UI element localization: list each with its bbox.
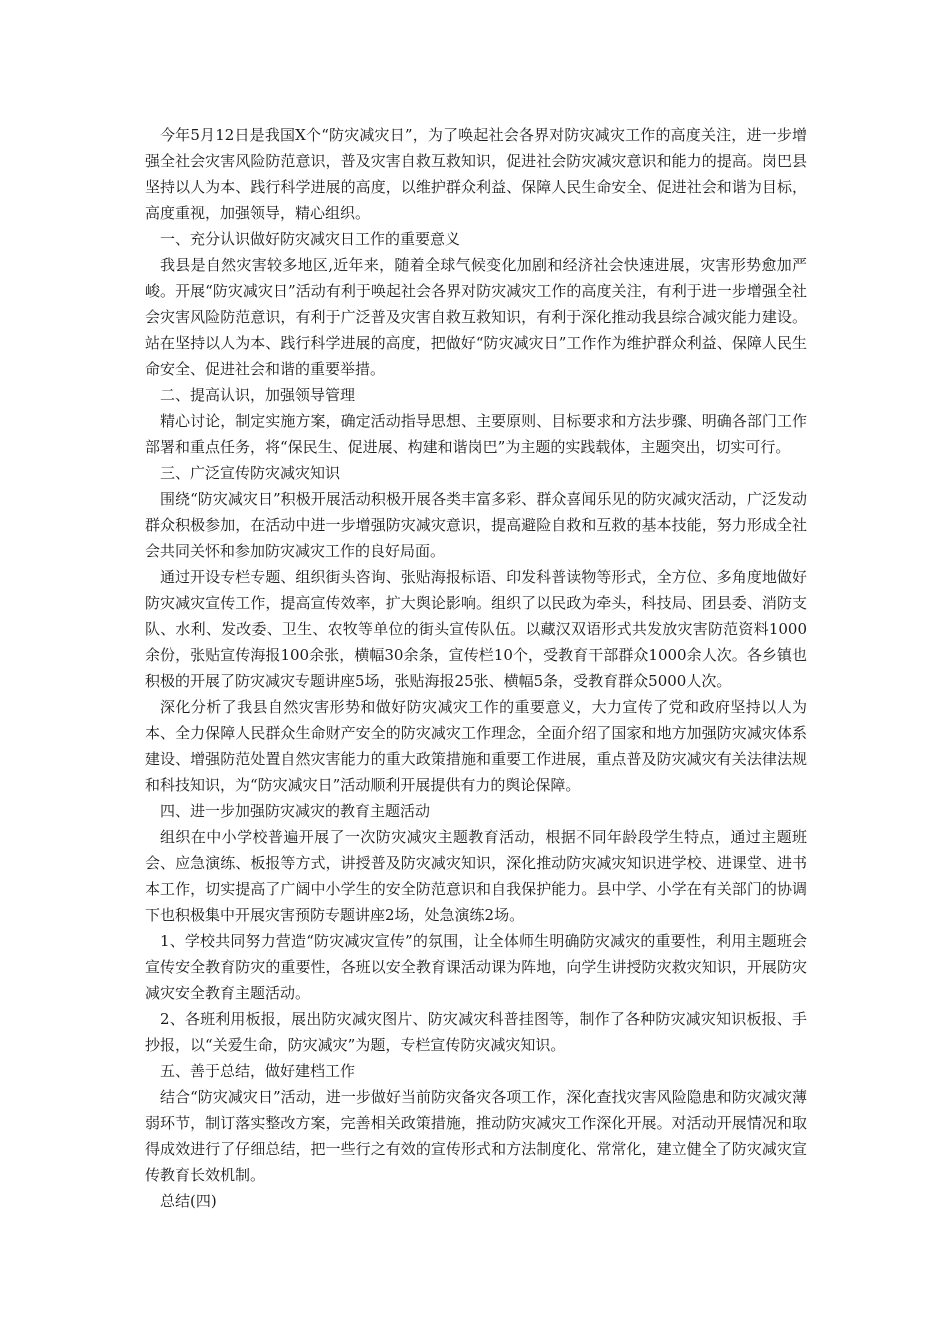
intro-paragraph: 今年5月12日是我国X个“防灾减灾日”，为了唤起社会各界对防灾减灾工作的高度关注，进一步增强全社会灾害风险防范意识，普及灾害自救互救知识，促进社会防灾减灾意识和能力的提高。岗巴县坚持以人为本、践行科学进展的高度，以维护群众利益、保障人民生命安全、促进社会和谐为目标，高度重视，加强领导，精心组织。 [145, 126, 807, 222]
summary-label: 总结(四) [160, 1192, 217, 1210]
section-heading-1: 一、充分认识做好防灾减灾日工作的重要意义 [160, 230, 461, 248]
paragraph: 通过开设专栏专题、组织街头咨询、张贴海报标语、印发科普读物等形式，全方位、多角度地做好防灾减灾宣传工作，提高宣传效率，扩大舆论影响。组织了以民政为牵头，科技局、团县委、消防支队、水利、发改委、卫生、农牧等单位的街头宣传队伍。以藏汉双语形式共发放灾害防范资料1000余份，张贴宣传海报100余张，横幅30余条，宣传栏10个，受教育干部群众1000余人次。各乡镇也积极的开展了防灾减灾专题讲座5场，张贴海报25张、横幅5条，受教育群众5000人次。 [145, 568, 807, 690]
paragraph: 围绕“防灾减灾日”积极开展活动积极开展各类丰富多彩、群众喜闻乐见的防灾减灾活动，广泛发动群众积极参加，在活动中进一步增强防灾减灾意识，提高避险自救和互救的基本技能，努力形成全社会共同关怀和参加防灾减灾工作的良好局面。 [145, 490, 807, 560]
section-heading-2: 二、提高认识，加强领导管理 [160, 386, 356, 404]
section-heading-4: 四、进一步加强防灾减灾的教育主题活动 [160, 802, 431, 820]
document-body [145, 122, 807, 1214]
paragraph: 我县是自然灾害较多地区,近年来，随着全球气候变化加剧和经济社会快速进展，灾害形势愈加严峻。开展“防灾减灾日”活动有利于唤起社会各界对防灾减灾工作的高度关注，有利于进一步增强全社会灾害风险防范意识，有利于广泛普及灾害自救互救知识，有利于深化推动我县综合减灾能力建设。站在坚持以人为本、践行科学进展的高度，把做好“防灾减灾日”工作作为维护群众利益、保障人民生命安全、促进社会和谐的重要举措。 [145, 256, 807, 378]
paragraph: 组织在中小学校普遍开展了一次防灾减灾主题教育活动，根据不同年龄段学生特点，通过主题班会、应急演练、板报等方式，讲授普及防灾减灾知识，深化推动防灾减灾知识进学校、进课堂、进书本工作，切实提高了广阔中小学生的安全防范意识和自我保护能力。县中学、小学在有关部门的协调下也积极集中开展灾害预防专题讲座2场，处急演练2场。 [145, 828, 807, 924]
list-item-1: 1、学校共同努力营造“防灾减灾宣传”的氛围，让全体师生明确防灾减灾的重要性，利用主题班会宣传安全教育防灾的重要性，各班以安全教育课活动课为阵地，向学生讲授防灾救灾知识，开展防灾减灾安全教育主题活动。 [145, 932, 807, 1002]
section-heading-5: 五、善于总结，做好建档工作 [160, 1062, 356, 1080]
paragraph: 精心讨论，制定实施方案，确定活动指导思想、主要原则、目标要求和方法步骤、明确各部门工作部署和重点任务，将“保民生、促进展、构建和谐岗巴”为主题的实践载体，主题突出，切实可行。 [145, 412, 807, 456]
paragraph: 结合“防灾减灾日”活动，进一步做好当前防灾备灾各项工作，深化查找灾害风险隐患和防灾减灾薄弱环节，制订落实整改方案，完善相关政策措施，推动防灾减灾工作深化开展。对活动开展情况和取得成效进行了仔细总结，把一些行之有效的宣传形式和方法制度化、常常化，建立健全了防灾减灾宣传教育长效机制。 [145, 1088, 807, 1184]
section-heading-3: 三、广泛宣传防灾减灾知识 [160, 464, 341, 482]
list-item-2: 2、各班利用板报，展出防灾减灾图片、防灾减灾科普挂图等，制作了各种防灾减灾知识板报、手抄报，以“关爱生命，防灾减灾”为题，专栏宣传防灾减灾知识。 [145, 1010, 807, 1054]
paragraph: 深化分析了我县自然灾害形势和做好防灾减灾工作的重要意义，大力宣传了党和政府坚持以人为本、全力保障人民群众生命财产安全的防灾减灾工作理念，全面介绍了国家和地方加强防灾减灾体系建设、增强防范处置自然灾害能力的重大政策措施和重要工作进展，重点普及防灾减灾有关法律法规和科技知识，为“防灾减灾日”活动顺利开展提供有力的舆论保障。 [145, 698, 807, 794]
